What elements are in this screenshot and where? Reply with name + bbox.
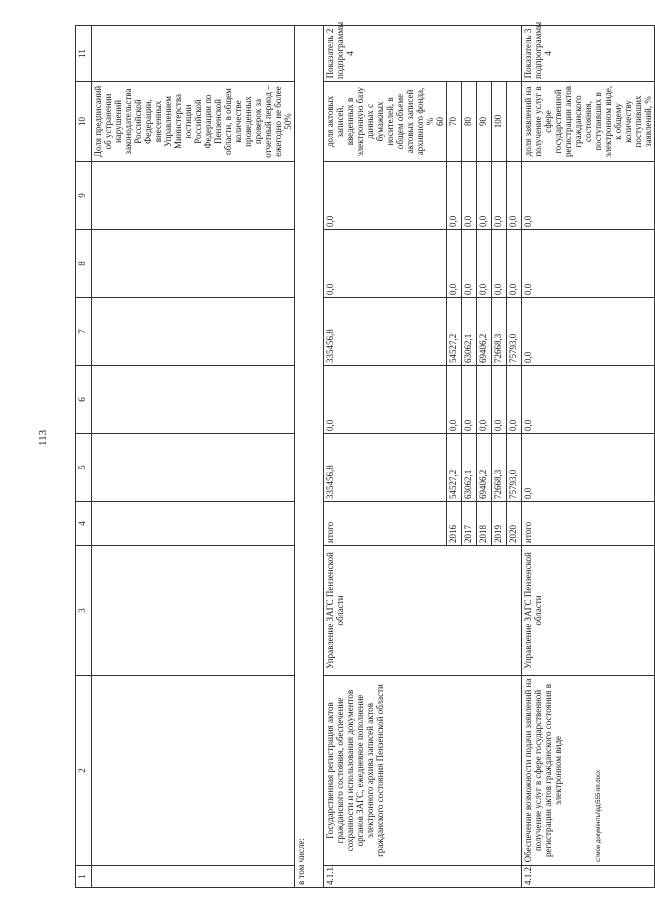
total-label: итого — [324, 502, 447, 546]
col-header: 5 — [76, 434, 92, 502]
year-value: 0,0 — [462, 230, 477, 298]
col-header: 2 — [76, 676, 92, 866]
file-path: c:\мои документы\рд\555-пп.docx — [596, 770, 602, 862]
year-value: 0,0 — [507, 162, 522, 230]
year-value: 75793,0 — [507, 298, 522, 366]
in-total-row — [295, 26, 324, 888]
total-value: 0,0 — [522, 434, 655, 502]
executor: Управление ЗАГС Пензенской области — [324, 546, 522, 676]
col-header: 7 — [76, 298, 92, 366]
year-value: 54527,2 — [447, 298, 462, 366]
col-header: 9 — [76, 162, 92, 230]
col-header: 1 — [76, 866, 92, 888]
year-value: 0,0 — [507, 230, 522, 298]
year-label: 2018 — [477, 502, 492, 546]
year-value: 0,0 — [507, 366, 522, 434]
total-value: 0,0 — [324, 230, 447, 298]
row-number: 4.1.2. — [522, 866, 655, 888]
activity-name: Государственная регистрация актов гражданского состояния, обеспечение сохранности и использования документов органов ЗАГС, ежедневное пополнение электронного архива записей актов гражданского состояния Пензенской области — [324, 676, 522, 866]
year-value: 63062,1 — [462, 298, 477, 366]
total-value: 0,0 — [522, 298, 655, 366]
indicator-link: Показатель 3 подпрограммы 4 — [522, 26, 655, 82]
year-value: 0,0 — [492, 162, 507, 230]
year-label: 2016 — [447, 502, 462, 546]
indicator-cell: доля заявлений на получение услуг в сфере государственной регистрации актов гражданского состояния, поступивших в электронном виде, к общему количеству поступивших заявлений, % — [522, 82, 655, 162]
page-number: 113 — [37, 429, 49, 446]
total-value: 0,0 — [522, 366, 655, 434]
indicator-link: Показатель 2 подпрограммы 4 — [324, 26, 522, 82]
col-header: 8 — [76, 230, 92, 298]
year-value: 75793,0 — [507, 434, 522, 502]
total-value: 0,0 — [522, 230, 655, 298]
indicator-target: 60 — [435, 117, 445, 126]
total-value: 0,0 — [324, 162, 447, 230]
year-value: 0,0 — [492, 366, 507, 434]
column-number-row — [76, 26, 92, 888]
table-row — [92, 26, 295, 888]
year-label: 2017 — [462, 502, 477, 546]
year-value: 69406,2 — [477, 434, 492, 502]
indicator-year-value: 90 — [477, 82, 492, 162]
year-value: 0,0 — [492, 230, 507, 298]
year-value: 0,0 — [477, 366, 492, 434]
year-value: 69406,2 — [477, 298, 492, 366]
year-value: 72668,3 — [492, 298, 507, 366]
year-label: 2019 — [492, 502, 507, 546]
indicator-year-value: 70 — [447, 82, 462, 162]
col-header: 3 — [76, 546, 92, 676]
year-value: 0,0 — [462, 162, 477, 230]
year-value: 63062,1 — [462, 434, 477, 502]
total-label: итого — [522, 502, 655, 546]
total-value: 0,0 — [522, 162, 655, 230]
total-value: 335456,8 — [324, 434, 447, 502]
year-value: 0,0 — [477, 230, 492, 298]
year-value: 0,0 — [447, 230, 462, 298]
indicator-year-value: 100 — [492, 82, 507, 162]
col-header: 6 — [76, 366, 92, 434]
col-header: 4 — [76, 502, 92, 546]
activity-name: Обеспечение возможности подачи заявлений на получение услуг в сфере государственной регистрации актов гражданского состояния в электронном виде — [522, 676, 655, 866]
indicator-text: доля актовых записей, введенных в электронную базу данных с бумажных носителей, в общем объеме актовых записей архивного фонда, % — [325, 86, 435, 157]
in-total-label: в том числе: — [295, 26, 324, 888]
indicator-year-value: 80 — [462, 82, 477, 162]
table-row — [522, 26, 655, 888]
program-table — [75, 21, 655, 888]
year-value: 0,0 — [477, 162, 492, 230]
year-value: 72668,3 — [492, 434, 507, 502]
indicator-year-value — [507, 82, 522, 162]
total-value: 335456,8 — [324, 298, 447, 366]
indicator-cell: Доля предписаний об устранении нарушений законодательства Российской Федерации, внесенных Управлением Министерства юстиции Российской Федерации по Пензенской области, в общем количестве проведенных проверок за отчетный период – ежегодно не более 50% — [92, 82, 295, 162]
year-label: 2020 — [507, 502, 522, 546]
table-row — [324, 26, 447, 888]
col-header: 11 — [76, 26, 92, 82]
year-value: 0,0 — [447, 162, 462, 230]
col-header: 10 — [76, 82, 92, 162]
year-value: 54527,2 — [447, 434, 462, 502]
year-value: 0,0 — [447, 366, 462, 434]
executor: Управление ЗАГС Пензенской области — [522, 546, 655, 676]
year-value: 0,0 — [462, 366, 477, 434]
row-number: 4.1.1. — [324, 866, 522, 888]
total-value: 0,0 — [324, 366, 447, 434]
